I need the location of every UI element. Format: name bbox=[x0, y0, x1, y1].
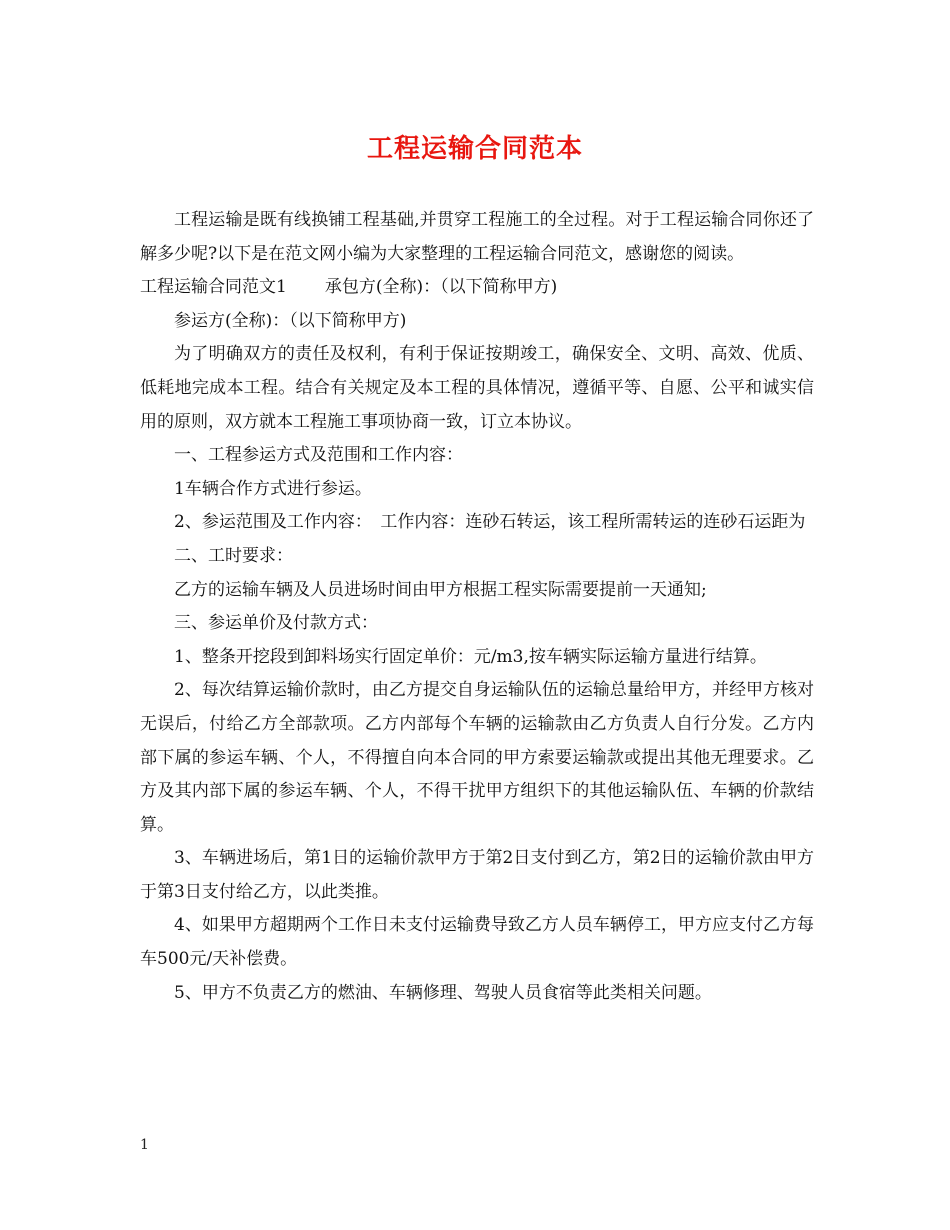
clause-1-2: 2、参运范围及工作内容： 工作内容：连砂石转运，该工程所需转运的连砂石运距为 bbox=[174, 512, 806, 533]
sample-heading: 工程运输合同范文1 bbox=[140, 277, 287, 298]
purpose-paragraph: 为了明确双方的责任及权利，有利于保证按期竣工，确保安全、文明、高效、优质、低耗地完成本工程。结合有关规定及本工程的具体情况，遵循平等、自愿、公平和诚实信用的原则，双方就本工程施工事项协商一致，订立本协议。 bbox=[140, 344, 814, 432]
section-3-heading: 三、参运单价及付款方式： bbox=[174, 613, 378, 634]
clause-3-2: 2、每次结算运输价款时，由乙方提交自身运输队伍的运输总量给甲方，并经甲方核对无误后，付给乙方全部款项。乙方内部每个车辆的运输款由乙方负责人自行分发。乙方内部下属的参运车辆、个人，不得擅自向本合同的甲方索要运输款或提出其他无理要求。乙方及其内部下属的参运车辆、个人，不得干扰甲方组织下的其他运输队伍、车辆的价款结算。 bbox=[140, 680, 814, 835]
sample-heading-line bbox=[140, 271, 814, 305]
clause-3-5: 5、甲方不负责乙方的燃油、车辆修理、驾驶人员食宿等此类相关问题。 bbox=[174, 982, 712, 1003]
contractor-line: 承包方(全称)：（以下简称甲方) bbox=[324, 277, 558, 298]
document-title: 工程运输合同范本 bbox=[366, 134, 583, 164]
section-1-heading: 一、工程参运方式及范围和工作内容： bbox=[174, 445, 463, 466]
page-number: 1 bbox=[140, 1137, 149, 1153]
clause-3-1: 1、整条开挖段到卸料场实行固定单价：元/m3,按车辆实际运输方量进行结算。 bbox=[174, 646, 767, 667]
clause-3-3: 3、车辆进场后，第1日的运输价款甲方于第2日支付到乙方，第2日的运输价款由甲方于第3日支付给乙方，以此类推。 bbox=[140, 848, 814, 902]
document-body bbox=[140, 204, 814, 1010]
participant-line: 参运方(全称)：（以下简称甲方) bbox=[174, 310, 407, 331]
clause-1-1: 1车辆合作方式进行参运。 bbox=[174, 478, 372, 499]
clause-3-4: 4、如果甲方超期两个工作日未支付运输费导致乙方人员车辆停工，甲方应支付乙方每车500元/天补偿费。 bbox=[140, 915, 814, 970]
intro-paragraph: 工程运输是既有线换铺工程基础,并贯穿工程施工的全过程。对于工程运输合同你还了解多少呢?以下是在范文网小编为大家整理的工程运输合同范文，感谢您的阅读。 bbox=[140, 210, 814, 264]
clause-2-1: 乙方的运输车辆及人员进场时间由甲方根据工程实际需要提前一天通知; bbox=[174, 579, 707, 600]
section-2-heading: 二、工时要求： bbox=[174, 545, 293, 566]
